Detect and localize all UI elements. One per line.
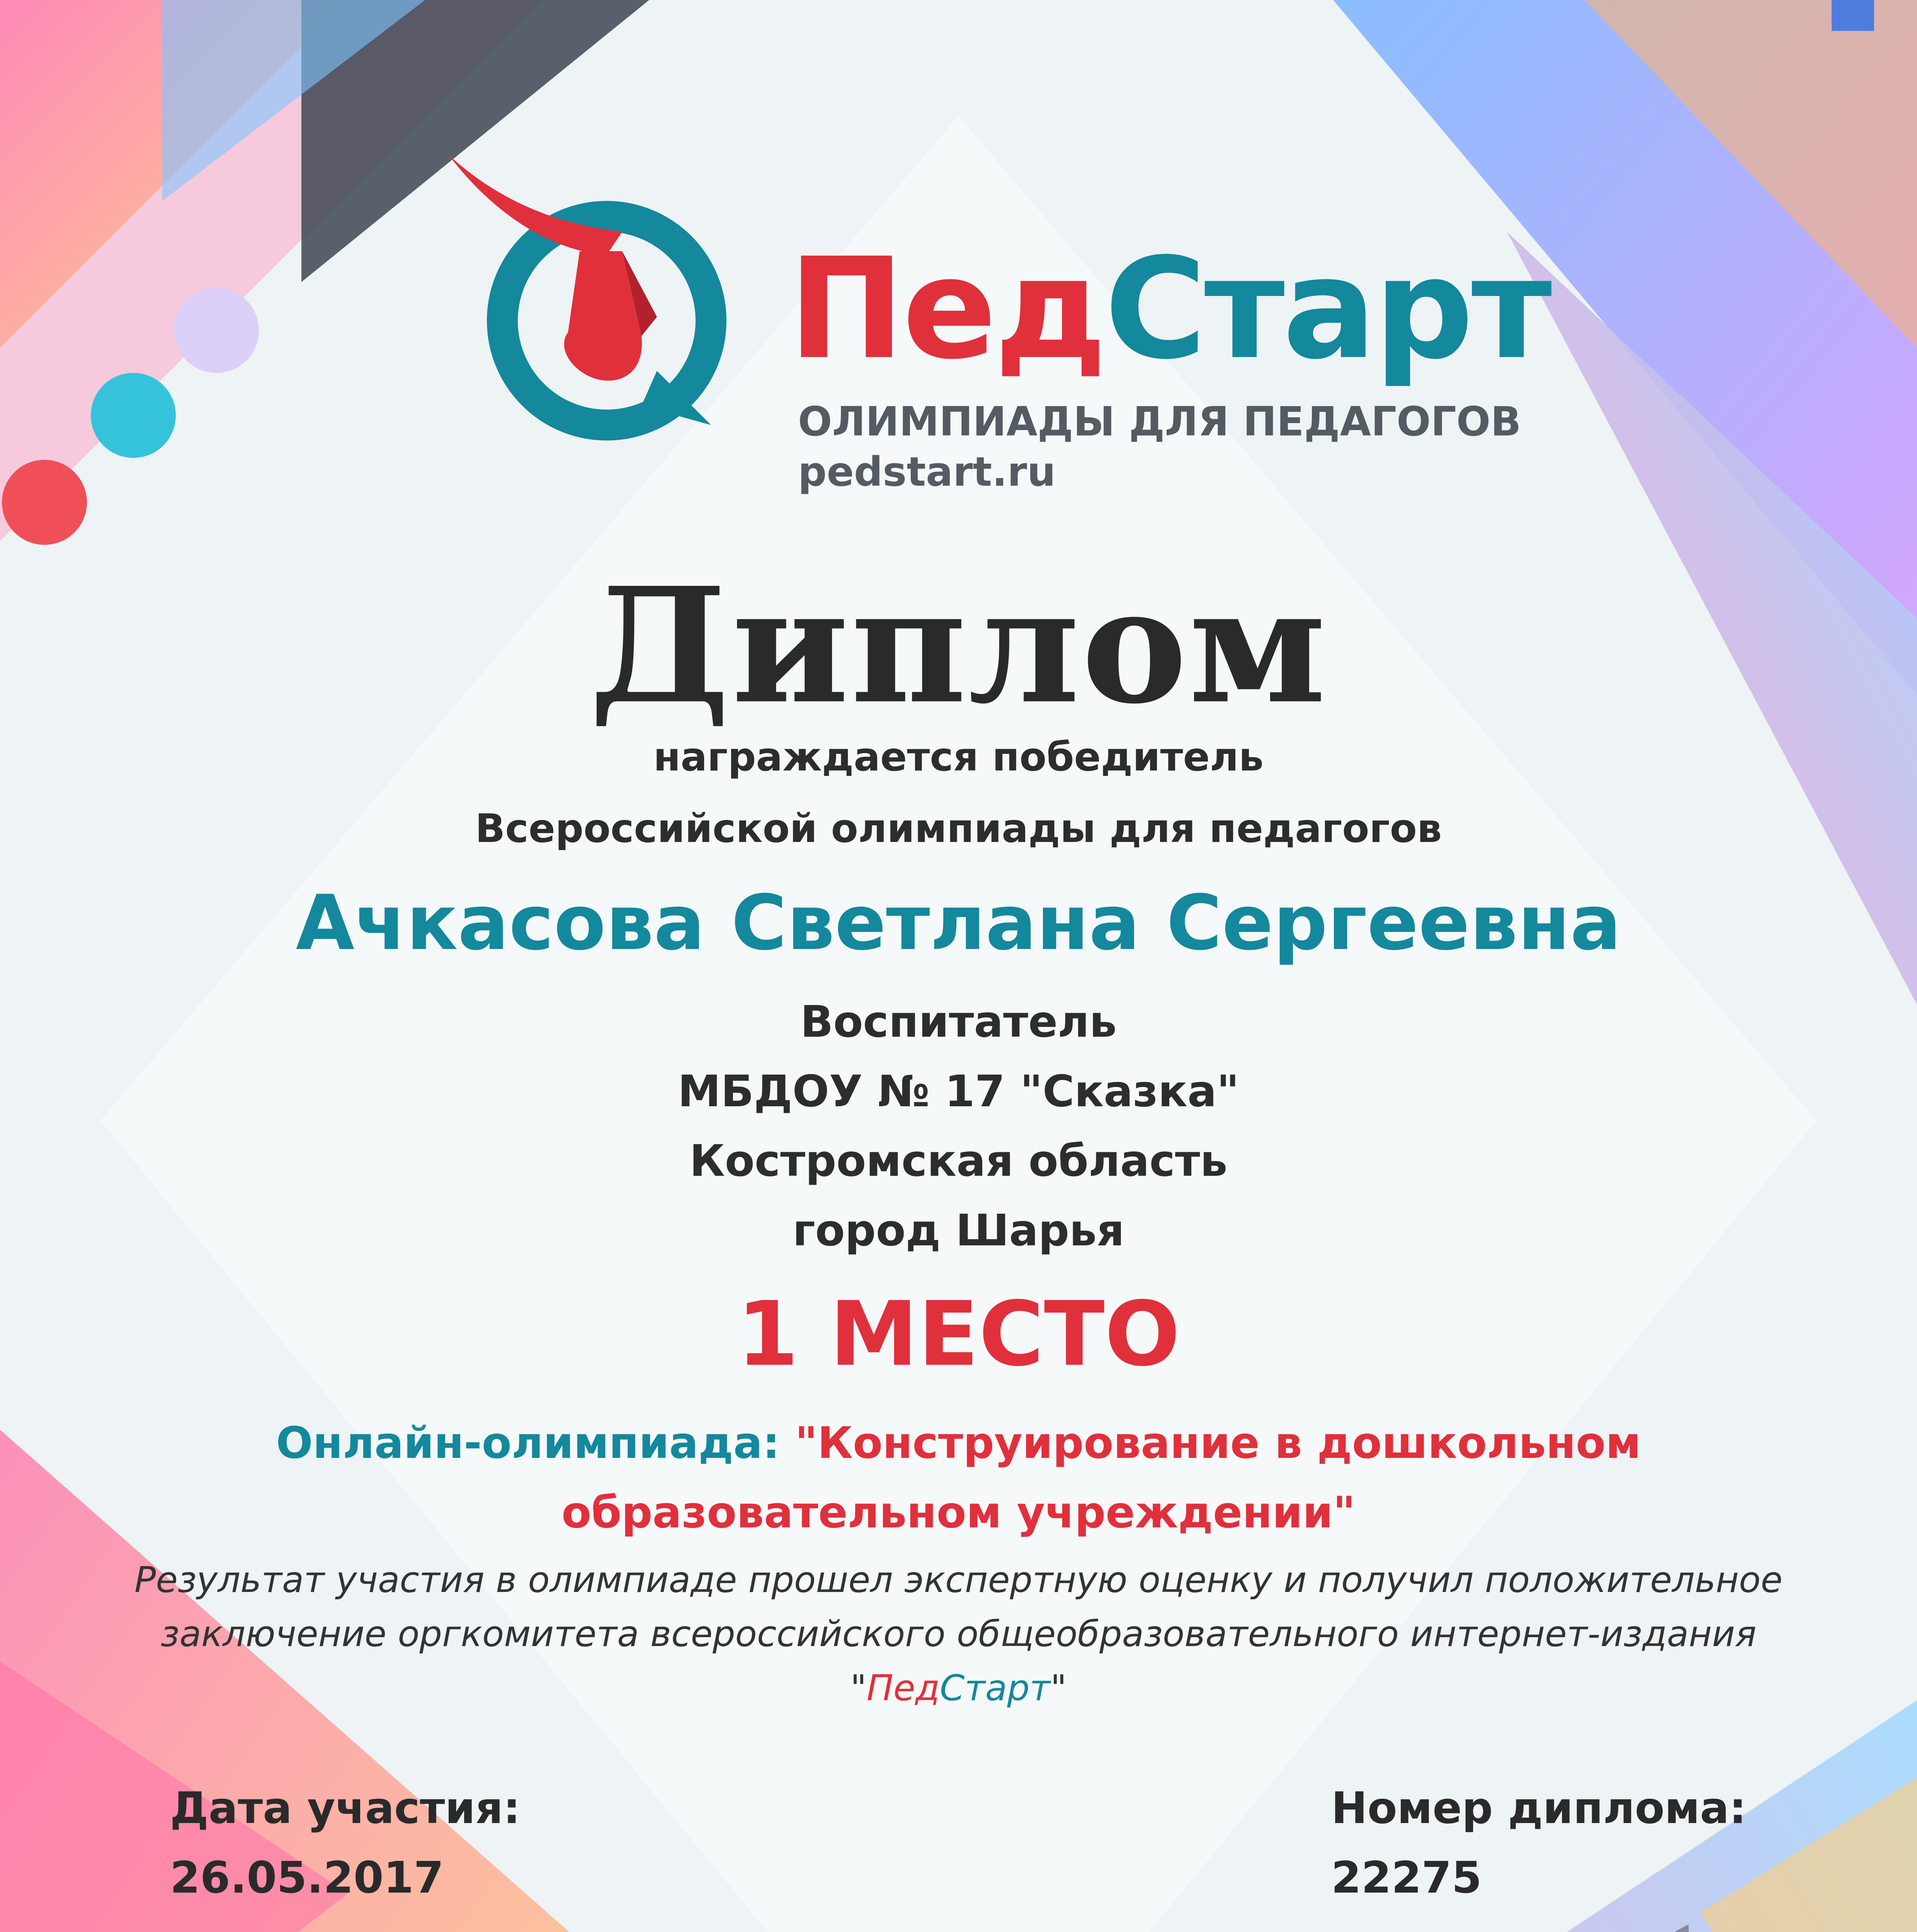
olympiad-label: Онлайн-олимпиада: xyxy=(276,1418,780,1468)
pedstart-logo-icon xyxy=(441,155,773,464)
brand-name-part2: Старт xyxy=(1104,228,1550,390)
recipient-name: Ачкасова Светлана Сергеевна xyxy=(296,879,1621,967)
recipient-region: Костромская область xyxy=(689,1136,1228,1186)
date-label: Дата участия: xyxy=(170,1783,520,1833)
brand-site: pedstart.ru xyxy=(798,448,1056,495)
diploma-title: Диплом xyxy=(589,553,1328,739)
brand-tagline: ОЛИМПИАДЫ ДЛЯ ПЕДАГОГОВ xyxy=(798,398,1521,445)
result-brand-part2: Старт xyxy=(940,1667,1051,1709)
diploma-number-label: Номер диплома: xyxy=(1331,1783,1747,1833)
result-brand-part1: Пед xyxy=(866,1667,940,1709)
brand-name-part1: Пед xyxy=(788,228,1105,390)
diploma-number-value: 22275 xyxy=(1331,1853,1482,1903)
result-line-2: заключение оргкомитета всероссийского общеобразовательного интернет-издания xyxy=(160,1613,1757,1655)
recipient-position: Воспитатель xyxy=(800,997,1117,1047)
place-award: 1 МЕСТО xyxy=(737,1283,1180,1386)
olympiad-name-part1: "Конструирование в дошкольном xyxy=(795,1418,1641,1468)
date-value: 26.05.2017 xyxy=(170,1853,444,1903)
result-quote-open: " xyxy=(850,1667,867,1709)
awarded-line-2: Всероссийской олимпиады для педагогов xyxy=(475,806,1442,852)
result-line-3 xyxy=(0,1667,1917,1709)
result-line-1: Результат участия в олимпиаде прошел экспертную оценку и получил положительное xyxy=(134,1559,1783,1600)
awarded-line-1: награждается победитель xyxy=(653,734,1264,780)
result-quote-close: " xyxy=(1050,1667,1067,1709)
olympiad-name-part2: образовательном учреждении" xyxy=(561,1488,1356,1538)
recipient-city: город Шарья xyxy=(793,1206,1124,1256)
brand-name xyxy=(788,228,1550,390)
recipient-organization: МБДОУ № 17 "Сказка" xyxy=(678,1066,1239,1117)
olympiad-title-line-1 xyxy=(0,1418,1917,1468)
